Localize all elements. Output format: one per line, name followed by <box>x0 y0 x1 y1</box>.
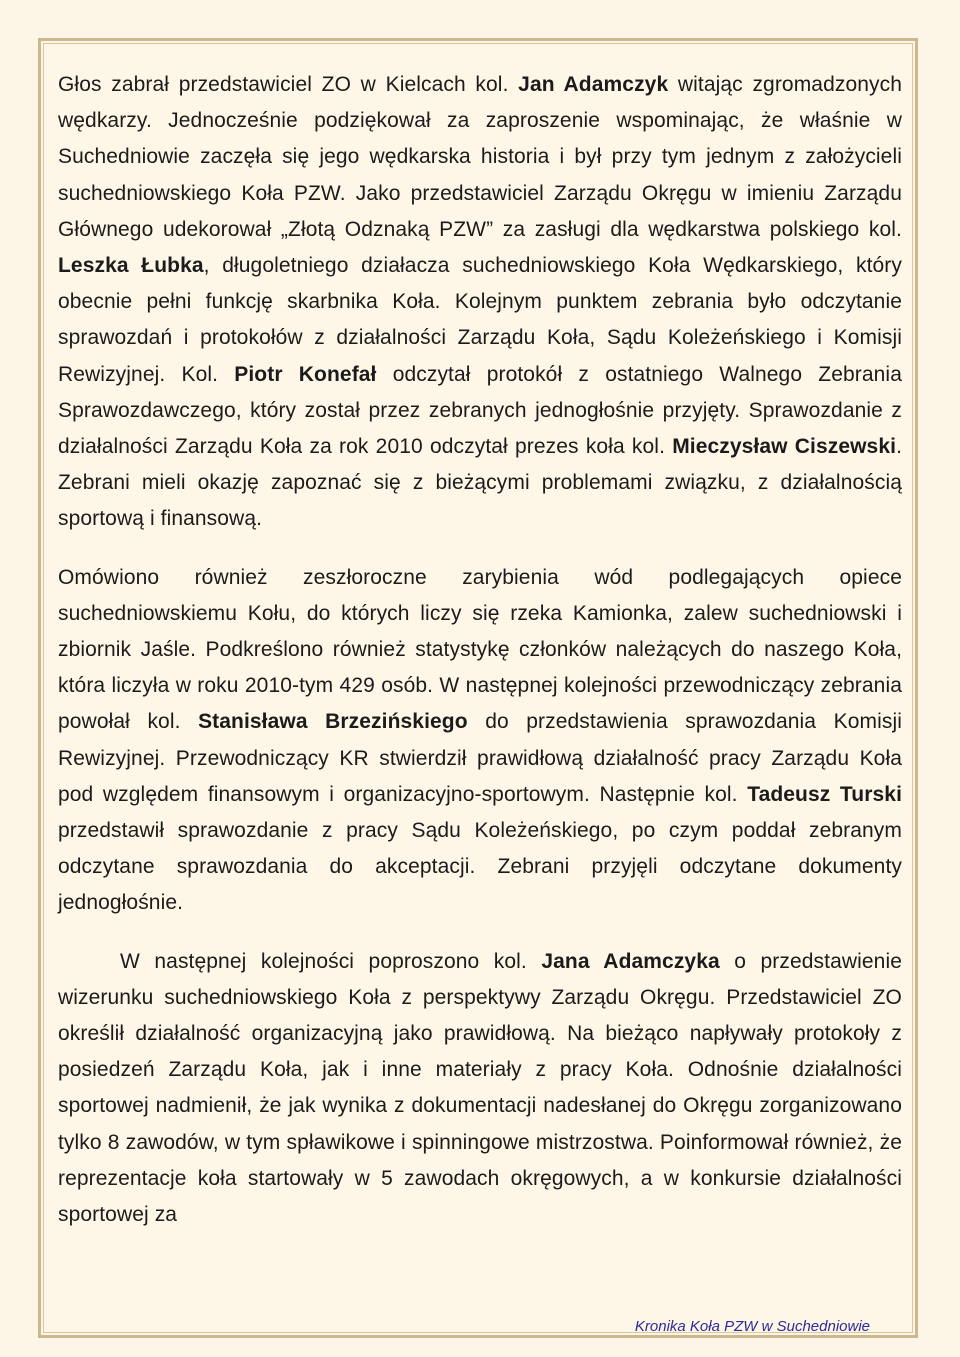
p1-text-4: odczytał protokół z ostatniego Walnego Zebrania Sprawozdawczego, który został przez zebranych jednogłośnie przyjęty. Sprawozdanie z działalności Zarządu Koła za rok 2010 odczytał prezes koła kol. <box>58 362 902 459</box>
p2-bold-tadeusz-turski: Tadeusz Turski <box>747 782 902 806</box>
p1-text-2: witając zgromadzonych wędkarzy. Jednocześnie podziękował za zaproszenie wspominając, że właśnie w Suchedniowie zaczęła się jego wędkarska historia i był przy tym jednym z założycieli suchedniowskiego Koła PZW. Jako przedstawiciel Zarządu Okręgu w imieniu Zarządu Głównego udekorował „Złotą Odznaką PZW” za zasługi dla wędkarstwa polskiego kol. <box>58 73 902 241</box>
p1-bold-leszka-lubka: Leszka Łubka <box>58 254 204 278</box>
p3-bold-jana-adamczyka: Jana Adamczyka <box>541 949 720 973</box>
page-footer: Kronika Koła PZW w Suchedniowie <box>634 1318 870 1335</box>
p1-text-1: Głos zabrał przedstawiciel ZO w Kielcach kol. <box>58 73 519 96</box>
p1-bold-mieczyslaw-ciszewski: Mieczysław Ciszewski <box>672 435 897 459</box>
p2-text-2: do przedstawienia sprawozdania Komisji Rewizyjnej. Przewodniczący KR stwierdził prawidłową działalność pracy Zarządu Koła pod względem finansowym i organizacyjno-sportowym. Następnie kol. <box>58 710 902 806</box>
p3-text-1: W następnej kolejności poproszono kol. <box>120 949 542 973</box>
p2-text-1: Omówiono również zeszłoroczne zarybienia wód podlegających opiece suchedniowskiemu Kołu, do których liczy się rzeka Kamionka, zalew suchedniowski i zbiornik Jaśle. Podkreślono również statystykę członków należących do naszego Koła, która liczyła w roku 2010-tym 429 osób. W następnej kolejności przewodniczący zebrania powołał kol. <box>58 565 902 734</box>
paragraph-2 <box>58 560 902 922</box>
p2-bold-stanislawa-brzezinskiego: Stanisława Brzezińskiego <box>198 710 468 734</box>
document-body <box>58 67 902 1255</box>
p3-text-2: o przedstawienie wizerunku suchedniowskiego Koła z perspektywy Zarządu Okręgu. Przedstawiciel ZO określił działalność organizacyjną jako prawidłową. Na bieżąco napływały protokoły z posiedzeń Zarządu Koła, jak i inne materiały z pracy Koła. Odnośnie działalności sportowej nadmienił, że jak wynika z dokumentacji nadesłanej do Okręgu zorganizowano tylko 8 zawodów, w tym spławikowe i spinningowe mistrzostwa. Poinformował również, że reprezentacje koła startowały w 5 zawodach okręgowych, a w konkursie działalności sportowej za <box>58 949 902 1227</box>
p1-text-5: . Zebrani mieli okazję zapoznać się z bieżącymi problemami związku, z działalnością sportową i finansową. <box>58 435 902 531</box>
p2-text-3: przedstawił sprawozdanie z pracy Sądu Koleżeńskiego, po czym poddał zebranym odczytane sprawozdania do akceptacji. Zebrani przyjęli odczytane dokumenty jednogłośnie. <box>58 819 902 915</box>
paragraph-1 <box>58 67 902 538</box>
p1-text-3: , długoletniego działacza suchedniowskiego Koła Wędkarskiego, który obecnie pełni funkcję skarbnika Koła. Kolejnym punktem zebrania było odczytanie sprawozdań i protokołów z działalności Zarządu Koła, Sądu Koleżeńskiego i Komisji Rewizyjnej. Kol. <box>58 254 902 386</box>
paragraph-3 <box>58 944 902 1234</box>
p1-bold-piotr-konefal: Piotr Konefał <box>234 362 377 386</box>
p1-bold-jan-adamczyk: Jan Adamczyk <box>518 73 669 96</box>
